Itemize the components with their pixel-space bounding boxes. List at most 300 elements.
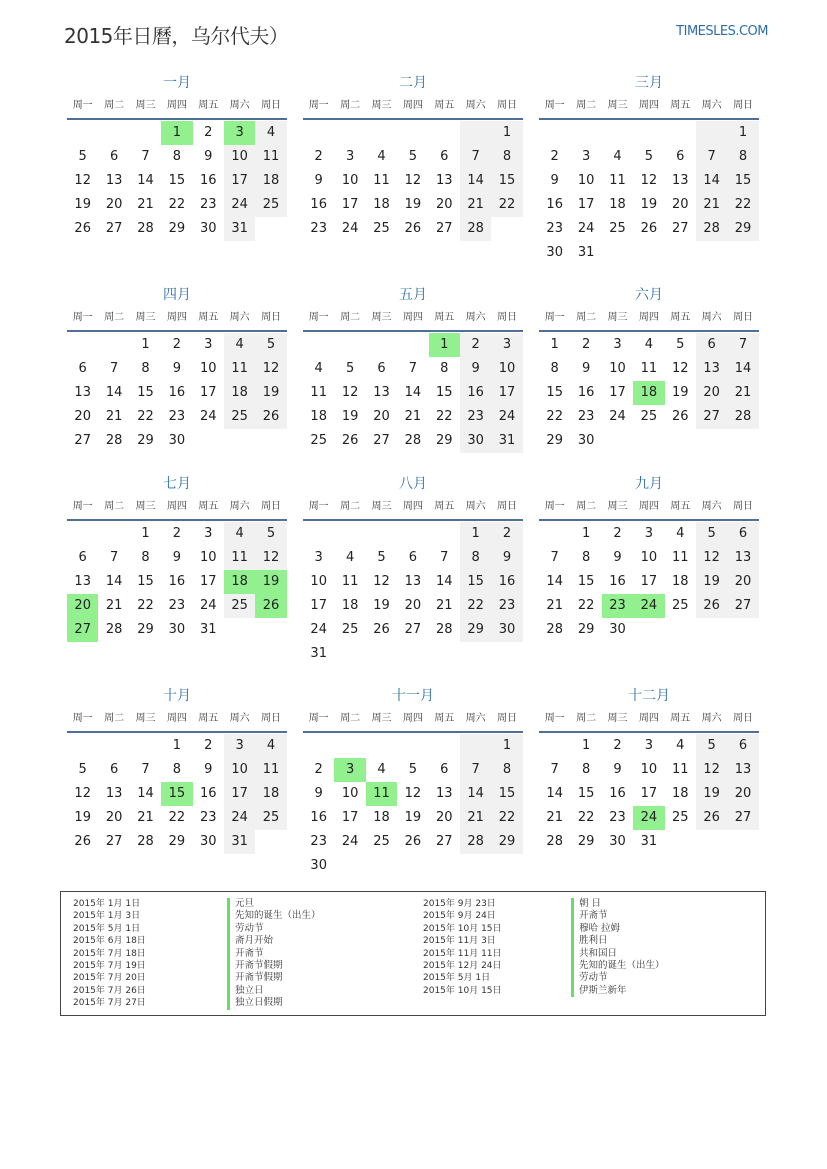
day-cell: 25 — [255, 806, 286, 830]
day-cell: 26 — [373, 622, 390, 637]
holiday-name: 独立日假期 — [227, 997, 321, 1009]
weekday-label: 周二 — [104, 100, 125, 111]
weekday-label: 周二 — [340, 713, 361, 724]
day-cell: 13 — [671, 173, 689, 188]
weekday-label: 周日 — [261, 713, 282, 724]
day-cell: 31 — [224, 830, 255, 854]
day-cell: 20 — [727, 782, 758, 806]
weekday-label: 周六 — [465, 312, 486, 323]
day-cell: 17 — [224, 782, 255, 806]
day-cell: 15 — [577, 574, 595, 589]
empty-day-cell — [696, 241, 727, 265]
day-cell: 12 — [74, 173, 91, 188]
day-cell: 6 — [440, 149, 449, 164]
day-cell: 1 — [172, 738, 181, 753]
day-cell: 18 — [310, 409, 327, 424]
holiday-date: 2015年 1月 3日 — [73, 911, 141, 922]
day-cell: 16 — [546, 197, 563, 212]
empty-day-cell — [255, 429, 286, 453]
day-cell: 13 — [74, 574, 91, 589]
day-grid — [303, 734, 523, 878]
empty-day-cell — [98, 734, 129, 758]
day-cell: 17 — [199, 574, 217, 589]
day-cell: 11 — [224, 546, 255, 570]
day-cell: 3 — [644, 738, 653, 753]
day-cell: 22 — [546, 409, 563, 424]
day-cell: 23 — [546, 221, 563, 236]
empty-day-cell — [366, 522, 397, 546]
weekday-label: 周二 — [576, 312, 597, 323]
day-cell: 3 — [204, 337, 213, 352]
weekday-label: 周一 — [544, 501, 565, 512]
holiday-date: 2015年 7月 27日 — [73, 998, 146, 1009]
day-cell: 25 — [224, 405, 255, 429]
month-calendar — [303, 284, 523, 484]
day-cell: 5 — [676, 337, 685, 352]
day-cell: 17 — [640, 574, 658, 589]
day-cell: 20 — [727, 570, 758, 594]
holiday-day-cell: 19 — [255, 570, 286, 594]
weekday-label: 周二 — [576, 100, 597, 111]
day-cell: 27 — [435, 221, 453, 236]
day-cell: 17 — [609, 385, 626, 400]
day-cell: 14 — [460, 169, 491, 193]
day-cell: 4 — [224, 333, 255, 357]
day-cell: 22 — [577, 810, 595, 825]
month-calendar — [67, 685, 287, 885]
empty-day-cell — [665, 429, 696, 453]
day-cell: 8 — [491, 145, 522, 169]
empty-day-cell — [397, 333, 428, 357]
day-cell: 9 — [550, 173, 559, 188]
day-cell: 12 — [696, 546, 727, 570]
day-cell: 25 — [373, 834, 390, 849]
holiday-day-cell: 23 — [602, 594, 633, 618]
empty-day-cell — [460, 854, 491, 878]
day-cell: 30 — [609, 622, 626, 637]
day-cell: 21 — [696, 193, 727, 217]
day-cell: 19 — [255, 381, 286, 405]
day-cell: 30 — [546, 245, 563, 260]
day-cell: 2 — [550, 149, 559, 164]
weekday-label: 周日 — [497, 713, 518, 724]
day-cell: 5 — [696, 734, 727, 758]
holiday-date: 2015年 7月 20日 — [73, 973, 146, 984]
day-cell: 8 — [141, 361, 150, 376]
weekday-label: 周一 — [544, 713, 565, 724]
holiday-day-cell: 18 — [224, 570, 255, 594]
weekday-header — [303, 306, 523, 332]
day-cell: 22 — [137, 598, 154, 613]
holiday-name: 开斋节假期 — [227, 972, 321, 984]
holiday-date: 2015年 5月 1日 — [73, 923, 141, 934]
day-cell: 11 — [671, 550, 689, 565]
empty-day-cell — [224, 618, 255, 642]
weekday-label: 周三 — [371, 713, 392, 724]
holiday-name: 先知的诞生（出生） — [227, 910, 321, 922]
empty-day-cell — [366, 333, 397, 357]
month-calendar — [67, 72, 287, 272]
day-cell: 15 — [137, 385, 154, 400]
holiday-name: 胜利日 — [571, 935, 665, 947]
empty-day-cell — [397, 522, 428, 546]
day-cell: 29 — [168, 834, 186, 849]
day-cell: 31 — [224, 217, 255, 241]
day-cell: 15 — [491, 782, 522, 806]
day-cell: 18 — [224, 381, 255, 405]
day-cell: 6 — [727, 734, 758, 758]
day-cell: 23 — [199, 197, 217, 212]
day-cell: 23 — [199, 810, 217, 825]
holiday-date: 2015年 7月 19日 — [73, 961, 146, 972]
weekday-label: 周五 — [670, 713, 691, 724]
day-cell: 11 — [373, 173, 390, 188]
weekday-label: 周四 — [166, 501, 187, 512]
day-cell: 26 — [341, 433, 359, 448]
day-cell: 23 — [577, 409, 595, 424]
day-cell: 28 — [546, 622, 563, 637]
day-cell: 28 — [546, 834, 563, 849]
day-cell: 10 — [224, 145, 255, 169]
day-cell: 30 — [199, 834, 217, 849]
day-cell: 12 — [404, 786, 422, 801]
weekday-label: 周二 — [340, 312, 361, 323]
day-cell: 6 — [109, 762, 119, 777]
weekday-label: 周三 — [135, 312, 156, 323]
month-calendar — [303, 72, 523, 272]
day-cell: 16 — [577, 385, 595, 400]
day-cell: 7 — [460, 758, 491, 782]
empty-day-cell — [539, 121, 570, 145]
weekday-label: 周二 — [104, 713, 125, 724]
day-cell: 12 — [404, 173, 422, 188]
day-cell: 25 — [255, 193, 286, 217]
day-cell: 12 — [671, 361, 689, 376]
day-cell: 25 — [671, 810, 689, 825]
month-title: 二月 — [399, 75, 427, 91]
day-cell: 15 — [137, 574, 154, 589]
month-title: 一月 — [163, 75, 191, 91]
day-cell: 10 — [609, 361, 626, 376]
day-cell: 13 — [727, 546, 758, 570]
holiday-date: 2015年 12月 24日 — [423, 961, 502, 972]
day-cell: 3 — [224, 734, 255, 758]
empty-day-cell — [98, 333, 129, 357]
day-cell: 17 — [341, 197, 359, 212]
day-cell: 27 — [727, 806, 758, 830]
day-cell: 20 — [74, 409, 91, 424]
day-cell: 27 — [696, 405, 727, 429]
day-cell: 20 — [404, 598, 422, 613]
day-cell: 27 — [74, 433, 91, 448]
day-cell: 1 — [491, 121, 522, 145]
day-cell: 30 — [491, 618, 522, 642]
holiday-name: 斋月开始 — [227, 935, 321, 947]
holiday-date: 2015年 7月 18日 — [73, 948, 146, 959]
day-cell: 3 — [345, 149, 355, 164]
empty-day-cell — [224, 429, 255, 453]
day-cell: 27 — [435, 834, 453, 849]
empty-day-cell — [366, 854, 397, 878]
holiday-name: 独立日 — [227, 985, 321, 997]
day-cell: 6 — [78, 550, 87, 565]
day-cell: 8 — [550, 361, 559, 376]
day-cell: 17 — [640, 786, 658, 801]
day-cell: 4 — [255, 121, 286, 145]
day-cell: 19 — [404, 810, 422, 825]
day-cell: 8 — [440, 361, 449, 376]
holiday-list — [60, 891, 766, 1016]
month-title: 四月 — [163, 287, 191, 303]
day-cell: 7 — [550, 550, 559, 565]
site-link[interactable]: TIMESLES.COM — [676, 24, 768, 39]
day-cell: 22 — [168, 197, 186, 212]
month-calendar — [539, 284, 759, 484]
day-cell: 30 — [577, 433, 595, 448]
day-cell: 28 — [435, 622, 453, 637]
day-cell: 10 — [341, 786, 359, 801]
empty-day-cell — [303, 522, 334, 546]
weekday-label: 周四 — [166, 713, 187, 724]
day-cell: 10 — [341, 173, 359, 188]
day-cell: 4 — [676, 738, 685, 753]
empty-day-cell — [334, 854, 365, 878]
weekday-label: 周日 — [497, 312, 518, 323]
day-grid — [539, 333, 759, 453]
day-cell: 6 — [440, 762, 449, 777]
weekday-label: 周三 — [607, 312, 628, 323]
day-cell: 17 — [199, 385, 217, 400]
holiday-name: 先知的诞生（出生） — [571, 960, 665, 972]
holiday-name: 劳动节 — [227, 923, 321, 935]
day-cell: 2 — [204, 738, 213, 753]
holiday-name: 朝 日 — [571, 898, 665, 910]
day-cell: 9 — [460, 357, 491, 381]
weekday-label: 周日 — [261, 501, 282, 512]
weekday-label: 周日 — [733, 312, 754, 323]
day-cell: 24 — [341, 834, 359, 849]
day-cell: 30 — [199, 221, 217, 236]
day-cell: 14 — [435, 574, 453, 589]
day-cell: 17 — [224, 169, 255, 193]
day-cell: 22 — [137, 409, 154, 424]
holiday-day-cell: 20 — [67, 594, 98, 618]
day-cell: 8 — [581, 550, 591, 565]
weekday-label: 周五 — [670, 501, 691, 512]
empty-day-cell — [665, 618, 696, 642]
day-cell: 5 — [696, 522, 727, 546]
empty-day-cell — [366, 642, 397, 666]
weekday-label: 周二 — [104, 312, 125, 323]
day-cell: 24 — [577, 221, 595, 236]
day-cell: 7 — [460, 145, 491, 169]
holiday-name: 元旦 — [227, 898, 321, 910]
day-cell: 9 — [204, 762, 213, 777]
day-cell: 9 — [204, 149, 213, 164]
day-cell: 9 — [613, 550, 622, 565]
day-cell: 4 — [676, 526, 685, 541]
day-cell: 10 — [577, 173, 595, 188]
day-cell: 11 — [341, 574, 359, 589]
day-cell: 6 — [676, 149, 685, 164]
day-cell: 15 — [727, 169, 758, 193]
weekday-label: 周日 — [261, 312, 282, 323]
day-grid — [539, 522, 759, 642]
day-cell: 10 — [224, 758, 255, 782]
day-cell: 21 — [404, 409, 422, 424]
weekday-label: 周五 — [670, 100, 691, 111]
weekday-label: 周一 — [72, 312, 93, 323]
day-cell: 16 — [491, 570, 522, 594]
day-cell: 29 — [577, 834, 595, 849]
holiday-name: 穆哈 拉姆 — [571, 923, 665, 935]
day-cell: 3 — [613, 337, 622, 352]
day-grid — [67, 121, 287, 241]
empty-day-cell — [460, 642, 491, 666]
weekday-header — [303, 707, 523, 733]
day-cell: 4 — [377, 149, 386, 164]
month-calendar — [67, 473, 287, 673]
day-cell: 26 — [404, 221, 422, 236]
day-cell: 29 — [491, 830, 522, 854]
day-cell: 7 — [550, 762, 559, 777]
day-cell: 7 — [440, 550, 449, 565]
weekday-label: 周五 — [198, 501, 219, 512]
day-cell: 25 — [341, 622, 359, 637]
day-cell: 25 — [224, 594, 255, 618]
holiday-day-cell: 26 — [255, 594, 286, 618]
empty-day-cell — [397, 734, 428, 758]
weekday-label: 周四 — [166, 312, 187, 323]
empty-day-cell — [491, 217, 522, 241]
day-cell: 26 — [255, 405, 286, 429]
holiday-day-cell: 24 — [633, 806, 664, 830]
weekday-label: 周一 — [544, 312, 565, 323]
weekday-header — [67, 707, 287, 733]
day-cell: 18 — [671, 786, 689, 801]
day-cell: 28 — [727, 405, 758, 429]
day-cell: 1 — [491, 734, 522, 758]
day-cell: 28 — [105, 622, 123, 637]
weekday-label: 周五 — [198, 312, 219, 323]
weekday-label: 周五 — [434, 312, 455, 323]
day-cell: 5 — [377, 550, 386, 565]
day-cell: 30 — [168, 622, 186, 637]
empty-day-cell — [130, 734, 161, 758]
weekday-label: 周四 — [638, 100, 659, 111]
holiday-day-cell: 11 — [366, 782, 397, 806]
weekday-label: 周二 — [576, 713, 597, 724]
day-cell: 12 — [373, 574, 390, 589]
day-cell: 5 — [78, 762, 87, 777]
day-cell: 16 — [460, 381, 491, 405]
holiday-date: 2015年 10月 15日 — [423, 985, 502, 996]
day-cell: 17 — [341, 810, 359, 825]
day-cell: 12 — [696, 758, 727, 782]
weekday-label: 周三 — [135, 713, 156, 724]
empty-day-cell — [193, 429, 224, 453]
empty-day-cell — [334, 121, 365, 145]
weekday-label: 周三 — [371, 100, 392, 111]
day-cell: 12 — [74, 786, 91, 801]
day-cell: 9 — [172, 550, 181, 565]
empty-day-cell — [539, 522, 570, 546]
day-cell: 23 — [168, 409, 186, 424]
empty-day-cell — [397, 642, 428, 666]
empty-day-cell — [334, 333, 365, 357]
day-cell: 26 — [74, 834, 91, 849]
day-cell: 10 — [199, 550, 217, 565]
day-cell: 25 — [310, 433, 327, 448]
day-cell: 14 — [727, 357, 758, 381]
day-cell: 19 — [74, 197, 91, 212]
day-cell: 5 — [255, 522, 286, 546]
day-cell: 11 — [310, 385, 327, 400]
weekday-label: 周五 — [198, 100, 219, 111]
day-cell: 9 — [314, 786, 323, 801]
day-cell: 3 — [644, 526, 653, 541]
weekday-label: 周六 — [465, 713, 486, 724]
weekday-label: 周日 — [261, 100, 282, 111]
day-cell: 29 — [137, 622, 154, 637]
day-cell: 10 — [310, 574, 327, 589]
month-calendar — [303, 473, 523, 673]
day-cell: 29 — [727, 217, 758, 241]
day-cell: 15 — [546, 385, 563, 400]
day-cell: 10 — [491, 357, 522, 381]
weekday-label: 周六 — [229, 501, 250, 512]
day-cell: 21 — [727, 381, 758, 405]
holiday-date: 2015年 9月 23日 — [423, 899, 496, 909]
page-title: 2015年日曆，乌尔代夫） — [64, 24, 289, 48]
day-cell: 6 — [408, 550, 417, 565]
day-cell: 16 — [199, 173, 217, 188]
day-cell: 19 — [696, 782, 727, 806]
day-cell: 31 — [310, 646, 327, 661]
month-title: 五月 — [399, 287, 427, 303]
day-grid — [303, 522, 523, 666]
weekday-label: 周二 — [340, 501, 361, 512]
day-cell: 31 — [491, 429, 522, 453]
empty-day-cell — [696, 830, 727, 854]
day-cell: 14 — [105, 574, 123, 589]
day-cell: 27 — [404, 622, 422, 637]
day-cell: 24 — [491, 405, 522, 429]
day-cell: 15 — [435, 385, 453, 400]
day-cell: 23 — [460, 405, 491, 429]
day-cell: 11 — [224, 357, 255, 381]
holiday-date: 2015年 11月 3日 — [423, 936, 496, 947]
weekday-label: 周一 — [72, 713, 93, 724]
month-calendar — [539, 685, 759, 885]
day-cell: 16 — [310, 810, 327, 825]
day-cell: 7 — [727, 333, 758, 357]
holiday-names-left — [227, 898, 321, 1010]
day-cell: 17 — [310, 598, 327, 613]
day-grid — [67, 522, 287, 642]
day-cell: 22 — [168, 810, 186, 825]
day-cell: 20 — [105, 197, 123, 212]
day-cell: 13 — [727, 758, 758, 782]
weekday-label: 周三 — [135, 501, 156, 512]
day-cell: 13 — [74, 385, 91, 400]
empty-day-cell — [491, 642, 522, 666]
day-grid — [67, 333, 287, 453]
weekday-label: 周六 — [701, 501, 722, 512]
day-cell: 17 — [491, 381, 522, 405]
holiday-date: 2015年 7月 26日 — [73, 985, 146, 996]
weekday-label: 周四 — [166, 100, 187, 111]
